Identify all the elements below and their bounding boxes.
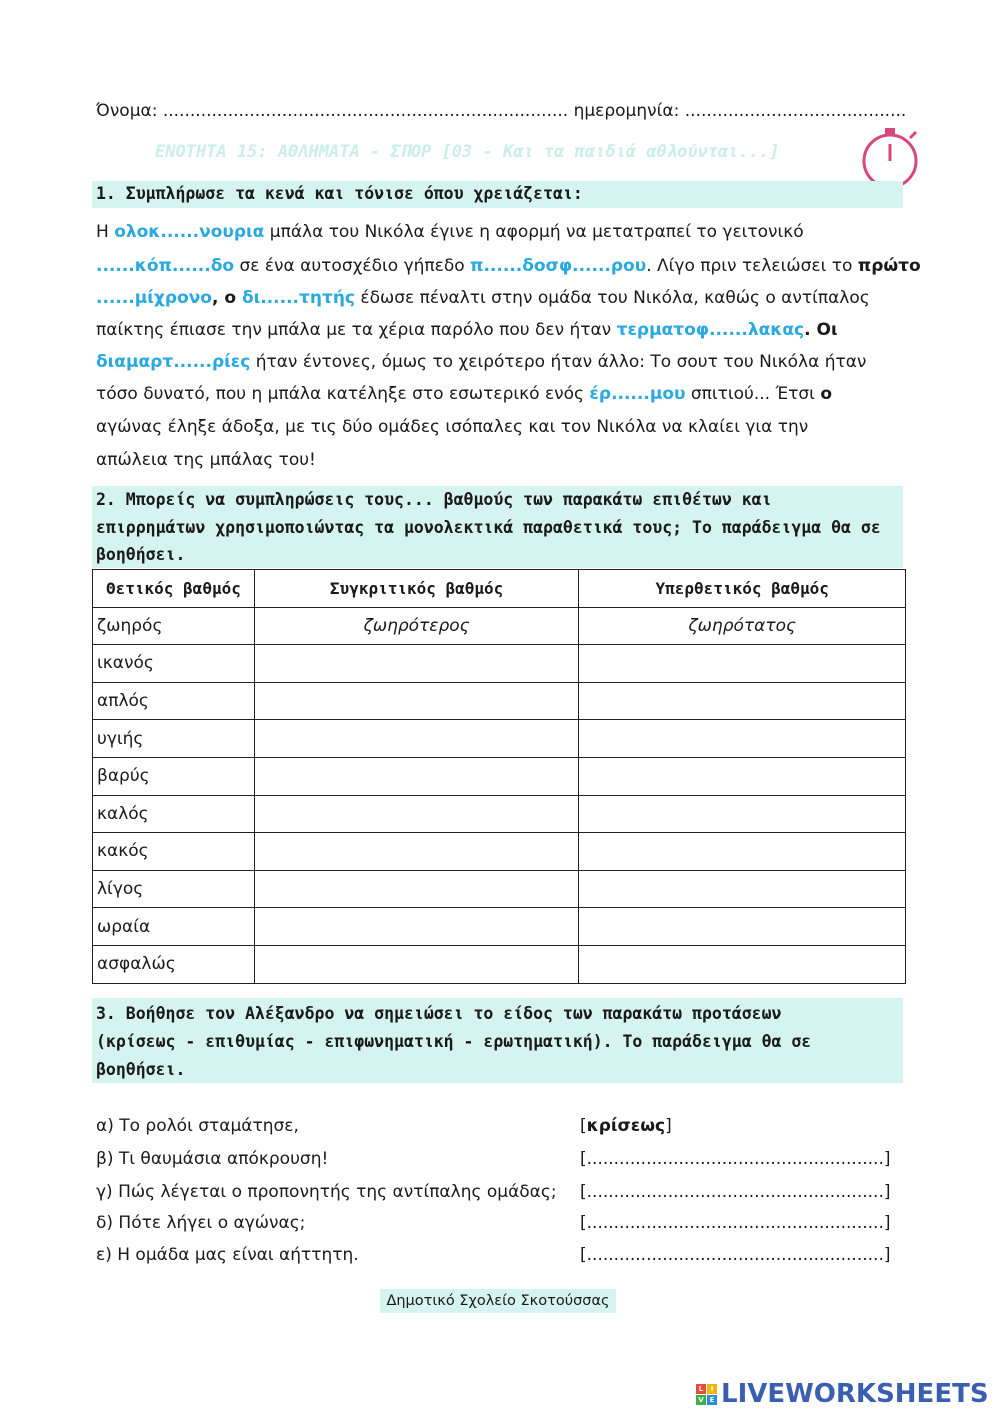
blank[interactable]: ...... — [173, 352, 212, 372]
section3-heading-1: 3. Βοήθησε τον Αλέξανδρο να σημειώσει το είδος των παρακάτω προτάσεων — [96, 1004, 782, 1023]
s1-line-8: απώλεια της μπάλας του! — [96, 450, 316, 470]
exercise-answer: [.......................................................] — [580, 1182, 891, 1202]
exercise-sentence: α) Το ρολόι σταμάτησε, — [96, 1116, 299, 1136]
s1-line-1: Η ολοκ......νουρια μπάλα του Νικόλα έγινε η αφορμή να μετατραπεί το γειτονικό — [96, 222, 804, 242]
liveworksheets-logo — [696, 1378, 989, 1410]
cell-positive: ζωηρός — [93, 607, 255, 645]
blank[interactable]: ...... — [572, 256, 611, 276]
cell-positive: απλός — [93, 682, 255, 720]
table-header-row — [93, 570, 906, 608]
section3-heading-2: (κρίσεως - επιθυμίας - επιφωνηματική - ερωτηματική). Το παράδειγμα θα σε — [96, 1032, 812, 1051]
cell-positive: υγιής — [93, 720, 255, 758]
exercise-answer: [κρίσεως] — [580, 1116, 672, 1136]
cell-superlative[interactable] — [579, 908, 906, 946]
section2-heading-1: 2. Μπορείς να συμπληρώσεις τους... βαθμούς των παρακάτω επιθέτων και — [96, 490, 772, 509]
table-row — [93, 795, 906, 833]
cell-positive: ικανός — [93, 645, 255, 683]
s1-line-2: ......κόπ......δο σε ένα αυτοσχέδιο γήπεδο π......δοσφ......ρου. Λίγο πριν τελειώσει το πρώτο — [96, 256, 921, 276]
answer-field[interactable]: ....................................................... — [586, 1213, 884, 1233]
cell-superlative[interactable] — [579, 720, 906, 758]
exercise-sentence: δ) Πότε λήγει ο αγώνας; — [96, 1213, 306, 1233]
liveworksheets-mark-icon: L I V E — [696, 1384, 717, 1405]
cell-superlative[interactable] — [579, 645, 906, 683]
table-row — [93, 607, 906, 645]
table-row — [93, 682, 906, 720]
table-row — [93, 833, 906, 871]
name-line — [96, 101, 906, 121]
table-row — [93, 720, 906, 758]
table-row — [93, 870, 906, 908]
blank[interactable]: ...... — [709, 320, 748, 340]
cell-comparative[interactable] — [254, 795, 579, 833]
answer-field[interactable]: ....................................................... — [586, 1245, 884, 1265]
table-row — [93, 945, 906, 983]
table-row — [93, 645, 906, 683]
name-label: Όνομα: — [96, 101, 158, 121]
exercise-answer: [.......................................................] — [580, 1213, 891, 1233]
s1-line-5: διαμαρτ......ρίες ήταν έντονες, όμως το χειρότερο ήταν άλλο: Το σουτ του Νικόλα ήταν — [96, 352, 867, 372]
section3-heading-3: βοηθήσει. — [96, 1060, 186, 1079]
exercise-sentence: γ) Πώς λέγεται ο προπονητής της αντίπαλης ομάδας; — [96, 1182, 557, 1202]
s1-line-7: αγώνας έληξε άδοξα, με τις δύο ομάδες ισόπαλες και τον Νικόλα να κλαίει για την — [96, 417, 809, 437]
answer-field: κρίσεως — [586, 1116, 666, 1136]
section2-heading-2: επιρρημάτων χρησιμοποιώντας τα μονολεκτικά παραθετικά τους; Το παράδειγμα θα σε — [96, 518, 881, 537]
cell-positive: λίγος — [93, 870, 255, 908]
cell-positive: ασφαλώς — [93, 945, 255, 983]
blank[interactable]: ...... — [96, 256, 135, 276]
answer-field[interactable]: ....................................................... — [586, 1182, 884, 1202]
s1-line-3: ......μίχρονο, ο δι......τητής έδωσε πέναλτι στην ομάδα του Νικόλα, καθώς ο αντίπαλος — [96, 288, 870, 308]
degrees-table — [92, 569, 906, 984]
cell-superlative[interactable] — [579, 833, 906, 871]
section2-heading-3: βοηθήσει. — [96, 545, 186, 564]
cell-positive: βαρύς — [93, 757, 255, 795]
col-superlative: Υπερθετικός βαθμός — [579, 570, 906, 608]
date-field[interactable]: ......................................... — [684, 101, 907, 121]
cell-superlative[interactable] — [579, 682, 906, 720]
s1-line-4: παίκτης έπιασε την μπάλα με τα χέρια παρόλο που δεν ήταν τερματοφ......λακας. Οι — [96, 320, 838, 340]
cell-superlative[interactable] — [579, 870, 906, 908]
exercise-sentence: ε) Η ομάδα μας είναι αήττητη. — [96, 1245, 359, 1265]
table-row — [93, 908, 906, 946]
cell-comparative[interactable] — [254, 682, 579, 720]
cell-comparative[interactable] — [254, 945, 579, 983]
cell-superlative: ζωηρότατος — [579, 607, 906, 645]
cell-comparative: ζωηρότερος — [254, 607, 579, 645]
name-field[interactable]: ........................................................................... — [162, 101, 569, 121]
col-comparative: Συγκριτικός βαθμός — [254, 570, 579, 608]
cell-comparative[interactable] — [254, 645, 579, 683]
cell-comparative[interactable] — [254, 757, 579, 795]
date-label: ημερομηνία: — [573, 101, 680, 121]
cell-comparative[interactable] — [254, 908, 579, 946]
exercise-sentence: β) Τι θαυμάσια απόκρουση! — [96, 1149, 329, 1169]
cell-comparative[interactable] — [254, 870, 579, 908]
cell-positive: κακός — [93, 833, 255, 871]
exercise-answer: [.......................................................] — [580, 1149, 891, 1169]
cell-superlative[interactable] — [579, 795, 906, 833]
brand-text: LIVEWORKSHEETS — [721, 1379, 989, 1409]
exercise-answer: [.......................................................] — [580, 1245, 891, 1265]
blank[interactable]: ...... — [160, 222, 200, 242]
table-row — [93, 757, 906, 795]
cell-comparative[interactable] — [254, 720, 579, 758]
worksheet-title: ΕΝΟΤΗΤΑ 15: ΑΘΛΗΜΑΤΑ - ΣΠΟΡ [03 - Και τα παιδιά αθλούνται...] — [155, 142, 780, 162]
cell-comparative[interactable] — [254, 833, 579, 871]
school-name: Δημοτικό Σχολείο Σκοτούσσας — [380, 1289, 616, 1313]
blank[interactable]: ...... — [171, 256, 211, 276]
blank[interactable]: ...... — [96, 288, 135, 308]
cell-superlative[interactable] — [579, 757, 906, 795]
cell-positive: καλός — [93, 795, 255, 833]
s1-line-6: τόσο δυνατό, που η μπάλα κατέληξε στο εσωτερικό ενός έρ......μου σπιτιού... Έτσι ο — [96, 384, 833, 404]
col-positive: Θετικός βαθμός — [93, 570, 255, 608]
blank[interactable]: ...... — [483, 256, 523, 276]
answer-field[interactable]: ....................................................... — [586, 1149, 884, 1169]
section1-heading: 1. Συμπλήρωσε τα κενά και τόνισε όπου χρειάζεται: — [96, 184, 583, 203]
blank[interactable]: ...... — [611, 384, 650, 404]
cell-positive: ωραία — [93, 908, 255, 946]
cell-superlative[interactable] — [579, 945, 906, 983]
blank[interactable]: ...... — [260, 288, 300, 308]
